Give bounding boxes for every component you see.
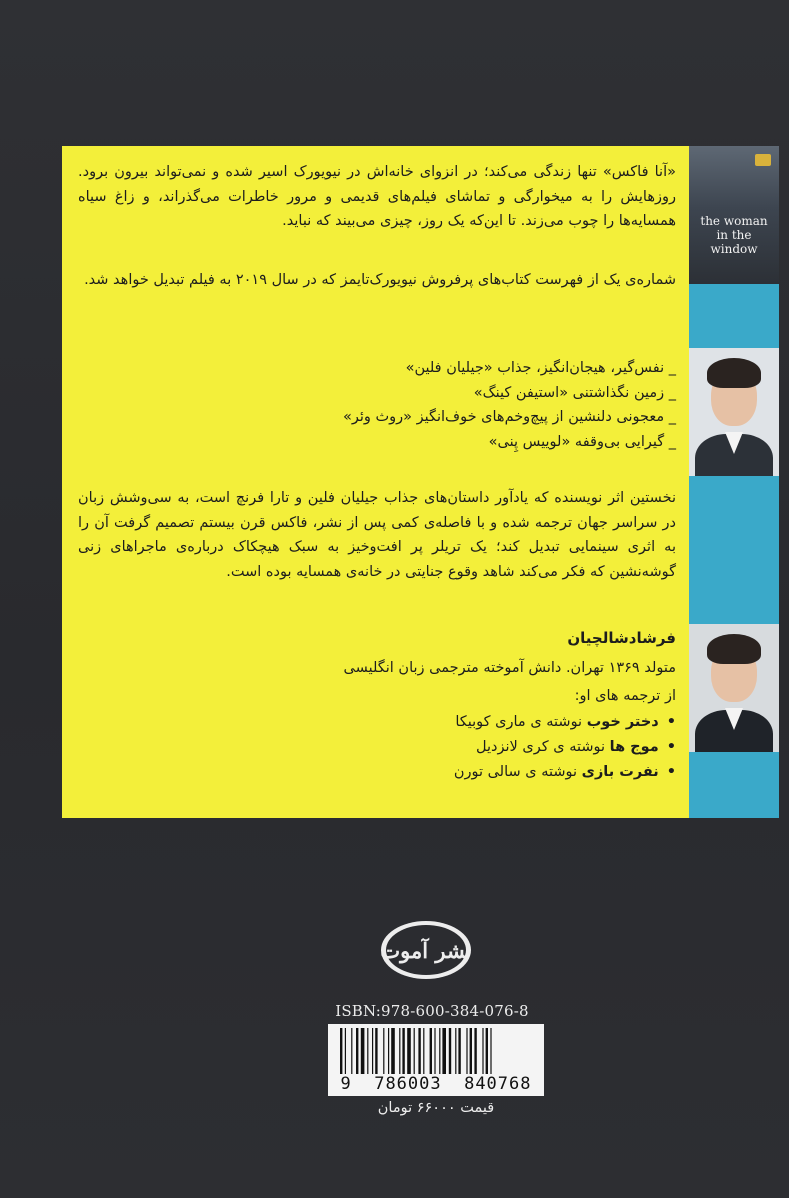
work-title: موج ها — [609, 739, 659, 755]
translator-works-list — [78, 710, 676, 785]
blurb-item: _ گیرایی بی‌وقفه «لوییس پِنی» — [488, 433, 676, 450]
blurb-item: _ نفس‌گیر، هیجان‌انگیز، جذاب «جیلیان فلین» — [405, 360, 676, 376]
bestseller-badge-icon — [755, 154, 771, 166]
work-author: نوشته ی کری لانزدیل — [475, 739, 606, 755]
list-item — [78, 710, 676, 735]
barcode-box — [328, 1024, 544, 1096]
translator-name: فرشاد‌شالچیان — [567, 629, 676, 647]
bestseller-note: شماره‌ی یک از فهرست کتاب‌های پرفروش نیویورک‌تایمز که در سال ۲۰۱۹ به فیلم تبدیل خواهد شد. — [84, 272, 676, 288]
publisher-logo — [378, 918, 474, 982]
debut-description: نخستین اثر نویسنده که یادآور داستان‌های جذاب جیلیان فلین و تارا فرنچ است، به سی‌وشش زبان در سراسر جهان ترجمه شده و با فاصله‌ی کمی پس از نشر، فاکس قرن بیستم تصمیم گرفت آن را به اثری سینمایی تبدیل کند؛ یک تریلر پر افت‌وخیز به سبک هیچکاک درباره‌ی ماجراهای زنی گوشه‌نشین که فکر می‌کند شاهد وقوع جنایتی در خانه‌ی همسایه بوده است. — [78, 490, 676, 580]
isbn-number: ISBN:978-600-384-076-8 — [335, 1002, 529, 1020]
work-title: دختر خوب — [586, 714, 659, 730]
work-author: نوشته ی سالی تورن — [453, 764, 578, 780]
barcode-digits: 9 786003 840768 — [340, 1074, 532, 1094]
publisher-logo-text: نشر آموت — [380, 938, 472, 963]
price-label: قیمت ۶۶۰۰۰ تومان — [377, 1100, 495, 1116]
work-title: نفرت بازی — [581, 764, 659, 780]
review-blurbs — [78, 356, 676, 454]
translator-bio: متولد ۱۳۶۹ تهران. دانش آموخته مترجمی زبان انگلیسی — [343, 660, 676, 676]
book-cover-thumbnail — [689, 146, 779, 284]
author-photo — [689, 348, 779, 476]
work-author: نوشته ی ماری کوبیکا — [455, 714, 583, 730]
synopsis-intro: «آنا فاکس» تنها زندگی می‌کند؛ در انزوای خانه‌اش در نیویورک اسیر شده و نمی‌تواند بیرون برود. روزهایش را به میخوارگی و تماشای فیلم‌های قدیمی و مرور خاطرات می‌گذراند، و زاغ سیاه همسایه‌ها را چوب می‌زند. تا این‌که یک روز، چیزی می‌بیند که نباید. — [78, 164, 676, 229]
translator-photo — [689, 624, 779, 752]
translator-works-label: از ترجمه های او: — [574, 688, 676, 704]
list-item — [78, 735, 676, 760]
blurb-item: _ معجونی دلنشین از پیچ‌وخم‌های خوف‌انگیز «روث وئر» — [342, 409, 676, 425]
blurb-item: _ زمین نگذاشتنی «استیفن کینگ» — [473, 384, 676, 401]
barcode-icon — [338, 1028, 534, 1074]
book-thumbnail-title: the woman in the window — [700, 214, 768, 256]
list-item — [78, 760, 676, 785]
